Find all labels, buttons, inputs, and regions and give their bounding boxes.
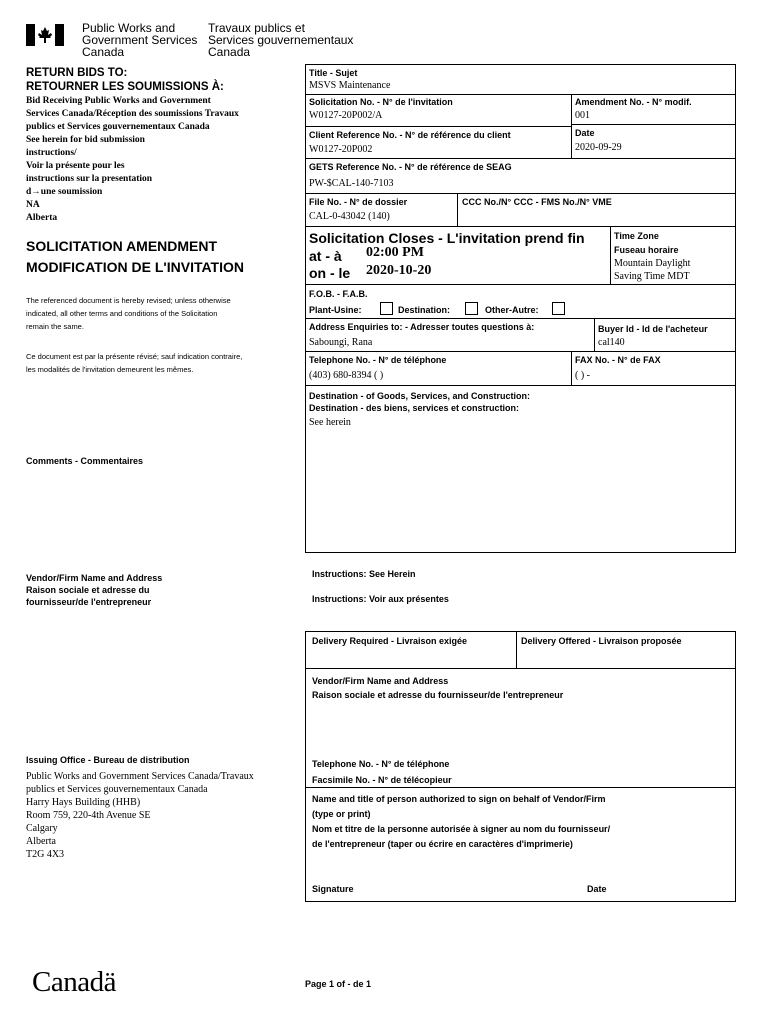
telephone-value: (403) 680-8394 ( ) xyxy=(309,370,384,381)
other-autre-checkbox[interactable] xyxy=(552,302,565,315)
divider xyxy=(571,351,572,385)
divider xyxy=(571,94,572,158)
gets-reference-value: PW-$CAL-140-7103 xyxy=(309,178,394,189)
instructions-fr: Instructions: Voir aux présentes xyxy=(312,594,449,604)
vendor-facsimile-label: Facsimile No. - N° de télécopieur xyxy=(312,775,452,785)
file-number-value: CAL-0-43042 (140) xyxy=(309,211,390,222)
divider xyxy=(305,126,571,127)
delivery-required-label: Delivery Required - Livraison exigée xyxy=(312,636,468,646)
department-name-en: Public Works and Government Services Canada xyxy=(82,21,198,59)
solicitation-number-label: Solicitation No. - N° de l'invitation xyxy=(309,97,453,107)
solicitation-closes-title: Solicitation Closes - L'invitation prend fin xyxy=(309,230,585,246)
plant-usine-label: Plant-Usine: xyxy=(309,305,362,315)
date-label: Date xyxy=(575,128,595,138)
solicitation-number-value: W0127-20P002/A xyxy=(309,110,383,121)
issuing-office-address: Public Works and Government Services Canada/Travaux publics et Services gouvernementaux Canada Harry Hays Building (HHB) Room 759, 220-4th Avenue SE Calgary Alberta T2G 4X3 xyxy=(26,771,254,860)
divider xyxy=(516,631,517,668)
delivery-offered-label: Delivery Offered - Livraison proposée xyxy=(521,636,682,646)
divider xyxy=(305,158,736,159)
divider xyxy=(610,226,611,284)
client-reference-label: Client Reference No. - N° de référence du client xyxy=(309,130,511,140)
destination-label: Destination: xyxy=(398,305,451,315)
file-number-label: File No. - N° de dossier xyxy=(309,197,408,207)
issuing-office-label: Issuing Office - Bureau de distribution xyxy=(26,755,190,765)
closes-at-value: 02:00 PM xyxy=(366,245,424,260)
amendment-title: SOLICITATION AMENDMENT MODIFICATION DE L'INVITATION xyxy=(26,238,244,275)
amendment-number-label: Amendment No. - N° modif. xyxy=(575,97,692,107)
signature-date-label: Date xyxy=(587,884,607,894)
plant-usine-checkbox[interactable] xyxy=(380,302,393,315)
fob-label: F.O.B. - F.A.B. xyxy=(309,289,368,299)
amendment-number-value: 001 xyxy=(575,110,590,121)
divider xyxy=(305,94,736,95)
divider xyxy=(457,193,458,226)
instructions-en: Instructions: See Herein xyxy=(312,569,416,579)
time-zone-label: Time Zone Fuseau horaire xyxy=(614,231,679,255)
authorized-person-label: Name and title of person authorized to sign on behalf of Vendor/Firm (type or print) Nom et titre de la personne autorisée à signer au nom du fournisseur/ de l'entrepreneur (taper ou écrire en caractères d'imprimerie) xyxy=(312,794,611,849)
divider xyxy=(571,124,736,125)
fax-label: FAX No. - N° de FAX xyxy=(575,355,661,365)
client-reference-value: W0127-20P002 xyxy=(309,144,373,155)
closes-on-label: on - le xyxy=(309,265,351,281)
ccc-number-label: CCC No./N° CCC - FMS No./N° VME xyxy=(462,197,612,207)
divider xyxy=(594,318,595,351)
date-value: 2020-09-29 xyxy=(575,142,622,153)
buyer-id-label: Buyer Id - Id de l'acheteur xyxy=(598,324,708,334)
page-number: Page 1 of - de 1 xyxy=(305,979,372,989)
gets-reference-label: GETS Reference No. - N° de référence de SEAG xyxy=(309,162,512,172)
divider xyxy=(305,385,736,386)
address-enquiries-label: Address Enquiries to: - Adresser toutes questions à: xyxy=(309,322,535,332)
closes-on-value: 2020-10-20 xyxy=(366,263,432,278)
divider xyxy=(305,226,736,227)
amendment-paragraph-en: The referenced document is hereby revised; unless otherwise indicated, all other terms and conditions of the Solicitation remain the same. xyxy=(26,296,231,331)
divider xyxy=(305,193,736,194)
title-value: MSVS Maintenance xyxy=(309,80,391,91)
comments-label: Comments - Commentaires xyxy=(26,456,144,466)
divider xyxy=(305,668,736,669)
destination-goods-value: See herein xyxy=(309,417,351,428)
return-bids-title: RETURN BIDS TO: RETOURNER LES SOUMISSIONS À: xyxy=(26,67,224,93)
telephone-label: Telephone No. - N° de téléphone xyxy=(309,355,447,365)
buyer-id-value: cal140 xyxy=(598,337,625,348)
divider xyxy=(305,787,736,788)
signature-label: Signature xyxy=(312,884,354,894)
destination-goods-label: Destination - of Goods, Services, and Construction: Destination - des biens, services et construction: xyxy=(309,391,531,413)
amendment-paragraph-fr: Ce document est par la présente révisé; sauf indication contraire, les modalités de l'invitation demeurent les mêmes. xyxy=(26,352,243,374)
fax-value: ( ) - xyxy=(575,370,590,381)
vendor-name-address-label: Vendor/Firm Name and Address Raison sociale et adresse du fournisseur/de l'entrepreneur xyxy=(312,676,564,700)
vendor-telephone-label: Telephone No. - N° de téléphone xyxy=(312,759,450,769)
closes-at-label: at - à xyxy=(309,248,342,264)
divider xyxy=(305,351,736,352)
return-bids-address: Bid Receiving Public Works and Government Services Canada/Réception des soumissions Travaux publics et Services gouvernementaux Canada See herein for bid submission instructions/ Voir la présente pour les instructions sur la presentation d→une soumission NA Alberta xyxy=(26,96,239,223)
vendor-firm-label: Vendor/Firm Name and Address Raison sociale et adresse du fournisseur/de l'entrepreneur xyxy=(26,573,163,607)
canada-flag-icon xyxy=(26,24,64,46)
department-name-fr: Travaux publics et Services gouvernementaux Canada xyxy=(208,21,354,59)
time-zone-value: Mountain Daylight Saving Time MDT xyxy=(614,258,691,282)
destination-checkbox[interactable] xyxy=(465,302,478,315)
other-autre-label: Other-Autre: xyxy=(485,305,539,315)
divider xyxy=(305,284,736,285)
address-enquiries-value: Saboungi, Rana xyxy=(309,337,373,348)
canada-wordmark: Canadä xyxy=(32,966,116,998)
divider xyxy=(305,318,736,319)
title-label: Title - Sujet xyxy=(309,68,358,78)
